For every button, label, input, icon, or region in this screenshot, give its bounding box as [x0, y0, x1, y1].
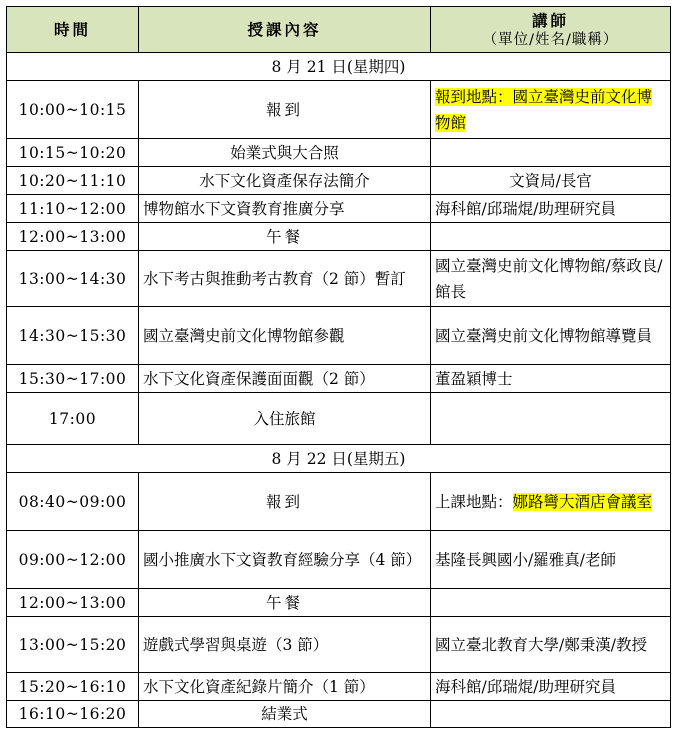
time-cell: 13:00~14:30: [7, 251, 139, 307]
content-cell: 水下文化資產紀錄片簡介（1 節）: [139, 673, 431, 701]
table-row: [7, 589, 671, 617]
lecturer-cell: [431, 81, 671, 139]
lecturer-cell: 海科館/邱瑞焜/助理研究員: [431, 195, 671, 223]
table-row: [7, 617, 671, 673]
lecturer-cell: 國立臺灣史前文化博物館導覽員: [431, 307, 671, 365]
content-cell: 入住旅館: [139, 393, 431, 445]
lecturer-cell: 海科館/邱瑞焜/助理研究員: [431, 673, 671, 701]
table-row: [7, 531, 671, 589]
lecturer-cell: [431, 393, 671, 445]
content-cell: 午餐: [139, 223, 431, 251]
content-cell: 報到: [139, 473, 431, 531]
content-cell: 結業式: [139, 701, 431, 728]
table-row: [7, 139, 671, 167]
table-row: [7, 473, 671, 531]
location-highlight: 報到地點：國立臺灣史前文化博物館: [435, 87, 653, 132]
content-cell: 水下考古與推動考古教育（2 節）暫訂: [139, 251, 431, 307]
content-cell: 博物館水下文資教育推廣分享: [139, 195, 431, 223]
time-cell: 10:20~11:10: [7, 167, 139, 195]
time-cell: 10:15~10:20: [7, 139, 139, 167]
content-cell: 報到: [139, 81, 431, 139]
date-day1: 8 月 21 日(星期四): [7, 53, 671, 81]
time-cell: 12:00~13:00: [7, 223, 139, 251]
time-cell: 08:40~09:00: [7, 473, 139, 531]
date-row: [7, 53, 671, 81]
lecturer-cell: [431, 473, 671, 531]
lecturer-cell: [431, 701, 671, 728]
content-cell: 國立臺灣史前文化博物館參觀: [139, 307, 431, 365]
table-row: [7, 223, 671, 251]
header-row: [7, 7, 671, 53]
content-cell: 水下文化資產保護面面觀（2 節）: [139, 365, 431, 393]
time-cell: 15:20~16:10: [7, 673, 139, 701]
location-label: 上課地點：: [435, 492, 513, 511]
table-row: [7, 307, 671, 365]
lecturer-cell: 基隆長興國小/羅雅真/老師: [431, 531, 671, 589]
time-cell: 11:10~12:00: [7, 195, 139, 223]
content-cell: 午餐: [139, 589, 431, 617]
time-cell: 16:10~16:20: [7, 701, 139, 728]
header-content: 授課內容: [139, 7, 431, 53]
date-row: [7, 445, 671, 473]
content-cell: 水下文化資產保存法簡介: [139, 167, 431, 195]
time-cell: 15:30~17:00: [7, 365, 139, 393]
time-cell: 10:00~10:15: [7, 81, 139, 139]
time-cell: 14:30~15:30: [7, 307, 139, 365]
schedule-table: [6, 6, 671, 728]
table-row: [7, 167, 671, 195]
lecturer-cell: 國立臺灣史前文化博物館/蔡政良/館長: [431, 251, 671, 307]
lecturer-cell: 國立臺北教育大學/鄭秉漢/教授: [431, 617, 671, 673]
table-row: [7, 701, 671, 728]
location-highlight: 娜路彎大酒店會議室: [512, 492, 653, 511]
time-cell: 17:00: [7, 393, 139, 445]
time-cell: 13:00~15:20: [7, 617, 139, 673]
table-row: [7, 251, 671, 307]
table-row: [7, 673, 671, 701]
time-cell: 09:00~12:00: [7, 531, 139, 589]
lecturer-cell: [431, 223, 671, 251]
lecturer-cell: [431, 589, 671, 617]
lecturer-cell: [431, 139, 671, 167]
content-cell: 始業式與大合照: [139, 139, 431, 167]
date-day2: 8 月 22 日(星期五): [7, 445, 671, 473]
table-row: [7, 365, 671, 393]
header-time: 時間: [7, 7, 139, 53]
header-lecturer: 講師 （單位/姓名/職稱）: [431, 7, 671, 53]
table-row: [7, 81, 671, 139]
table-row: [7, 393, 671, 445]
table-row: [7, 195, 671, 223]
lecturer-cell: 文資局/長官: [431, 167, 671, 195]
content-cell: 遊戲式學習與桌遊（3 節）: [139, 617, 431, 673]
time-cell: 12:00~13:00: [7, 589, 139, 617]
content-cell: 國小推廣水下文資教育經驗分享（4 節）: [139, 531, 431, 589]
lecturer-cell: 董盈穎博士: [431, 365, 671, 393]
